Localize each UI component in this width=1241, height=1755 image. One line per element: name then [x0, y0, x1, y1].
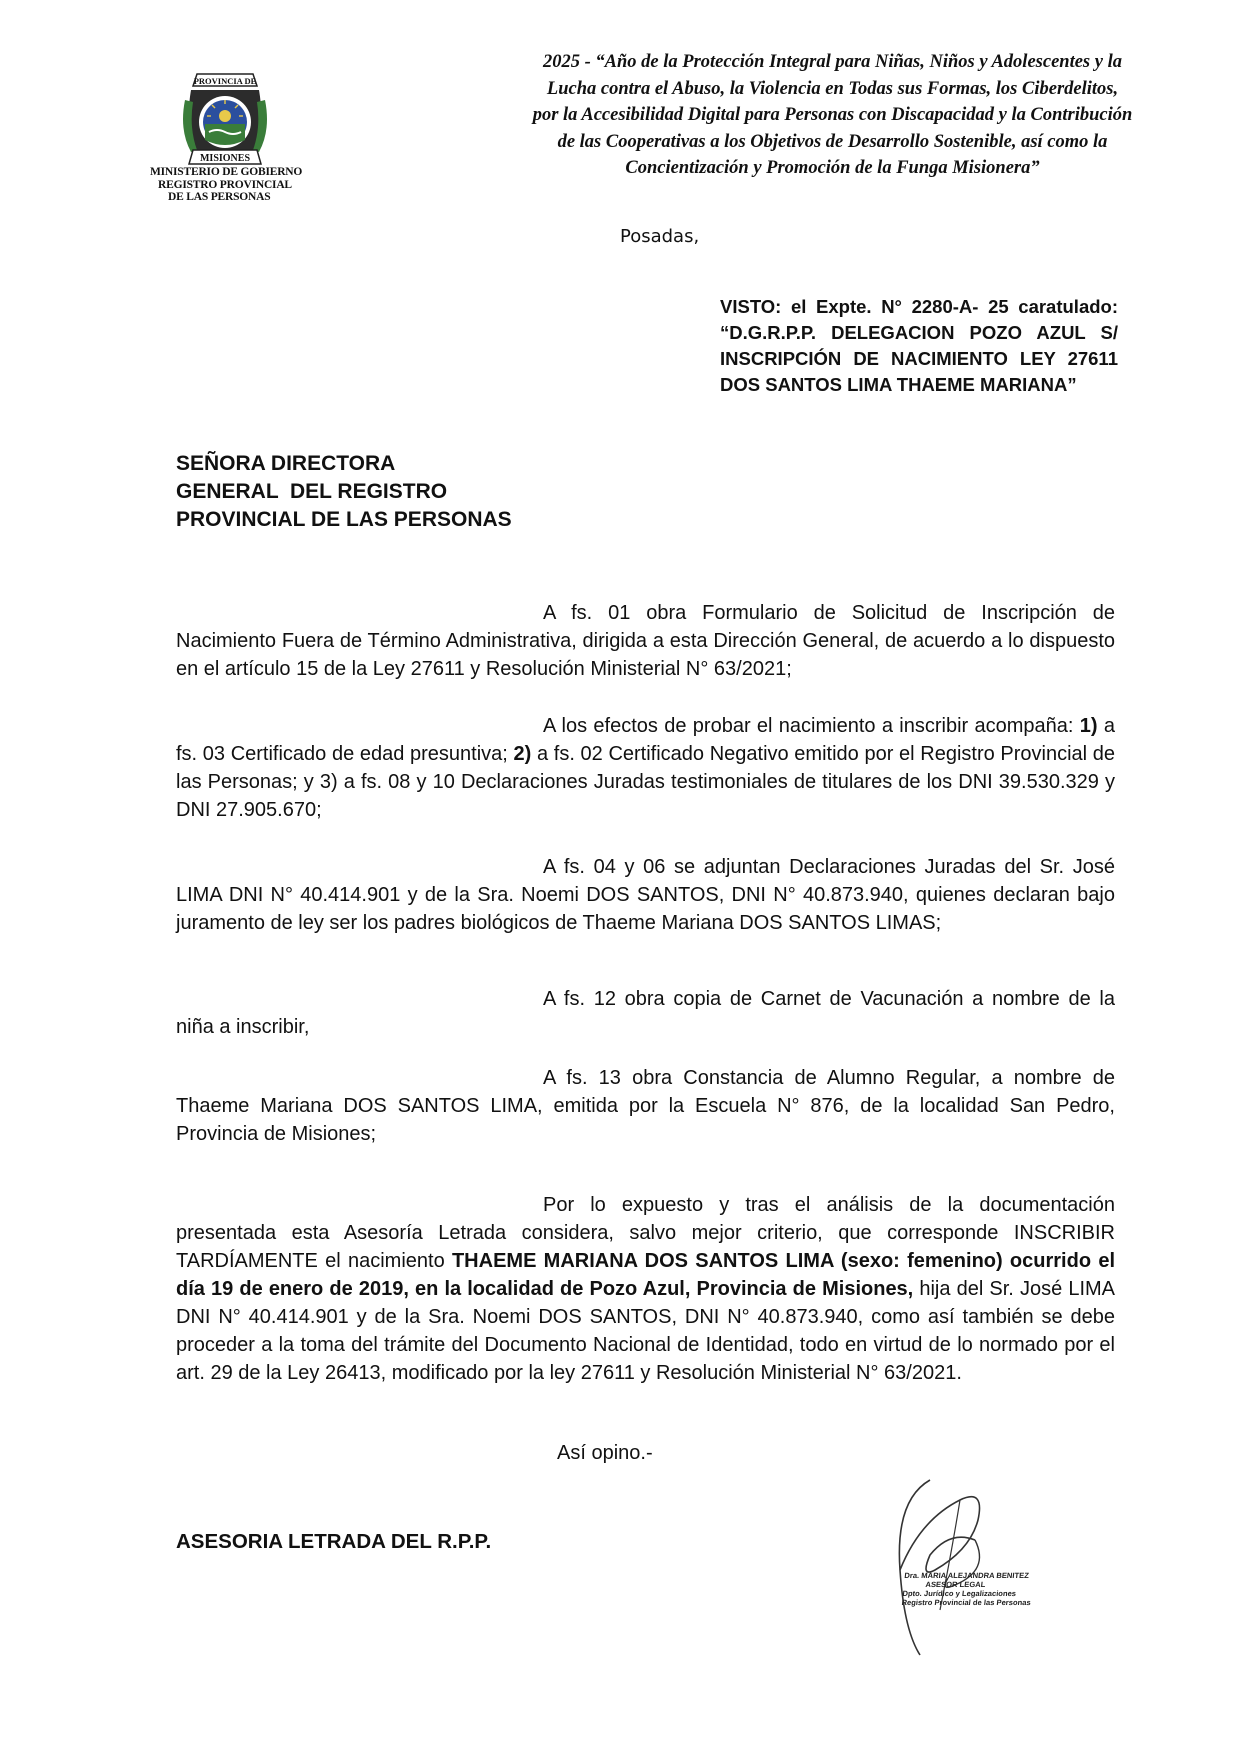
- addressee-line-3: PROVINCIAL DE LAS PERSONAS: [176, 508, 512, 531]
- paragraph-2: [176, 712, 1115, 824]
- addressee-line-1: SEÑORA DIRECTORA: [176, 452, 396, 475]
- year-motto: [480, 49, 1185, 182]
- paragraph-1: A fs. 01 obra Formulario de Solicitud de Inscripción de Nacimiento Fuera de Término Administrativa, dirigida a esta Dirección General, de acuerdo a lo dispuesto en el artículo 15 de la Ley 27611 y Resolución Ministerial N° 63/2021;: [176, 602, 1115, 680]
- handwritten-signature: [860, 1460, 1150, 1660]
- p2-bold-2: 2): [513, 743, 532, 765]
- motto-line-1: 2025 - “Año de la Protección Integral para Niñas, Niños y Adolescentes y la: [543, 52, 1122, 72]
- paragraph-4: A fs. 12 obra copia de Carnet de Vacunación a nombre de la niña a inscribir,: [176, 988, 1115, 1038]
- seal-text-bottom: MISIONES: [199, 153, 251, 164]
- visto-block: VISTO: el Expte. N° 2280-A- 25 caratulado: “D.G.R.P.P. DELEGACION POZO AZUL S/ INSCRIPCIÓN DE NACIMIENTO LEY 27611 DOS SANTOS LIMA THAEME MARIANA”: [720, 296, 1118, 395]
- p6-text-2: hija del Sr. José LIMA DNI N° 40.414.901 y de la Sra. Noemi DOS SANTOS, DNI N° 40.873.940, como así también se debe proceder a la toma del trámite del Documento Nacional de Identidad, todo en virtud de lo normado por el art. 29 de la Ley 26413, modificado por la ley 27611 y Resolución Ministerial N° 63/2021.: [176, 1278, 1116, 1384]
- motto-line-3: por la Accesibilidad Digital para Personas con Discapacidad y la Contribución: [532, 105, 1133, 125]
- paragraph-3: A fs. 04 y 06 se adjuntan Declaraciones Juradas del Sr. José LIMA DNI N° 40.414.901 y de la Sra. Noemi DOS SANTOS, DNI N° 40.873.940, quienes declaran bajo juramento de ley ser los padres biológicos de Thaeme Mariana DOS SANTOS LIMAS;: [176, 856, 1115, 934]
- province-seal: [175, 70, 275, 170]
- p6-text-1: Por lo expuesto y tras el análisis de la documentación presentada esta Asesoría Letrada considera, salvo mejor criterio, que corresponde INSCRIBIR TARDÍAMENTE el nacimiento: [176, 1194, 1115, 1272]
- p2-bold-1: 1): [1079, 715, 1098, 737]
- signature-stamp: [901, 1571, 1055, 1607]
- p2-text-2: a fs. 03 Certificado de edad presuntiva;: [176, 715, 1116, 765]
- motto-line-5: Concientización y Promoción de la Funga Misionera”: [625, 158, 1040, 178]
- motto-line-2: Lucha contra el Abuso, la Violencia en Todas sus Formas, los Ciberdelitos,: [546, 78, 1119, 99]
- ministry-line-3: DE LAS PERSONAS: [168, 191, 271, 203]
- addressee: [176, 450, 512, 534]
- ministry-line-2: REGISTRO PROVINCIAL: [158, 178, 292, 191]
- closing-remark: Así opino.-: [557, 1442, 653, 1464]
- signoff: ASESORIA LETRADA DEL R.P.P.: [176, 1530, 492, 1553]
- seal-text-top: PROVINCIA DE: [193, 76, 257, 86]
- place-date: Posadas,: [620, 226, 700, 247]
- stamp-line-2: ASESOR LEGAL: [925, 1580, 986, 1589]
- stamp-line-4: Registro Provincial de las Personas: [901, 1598, 1032, 1607]
- stamp-line-1: Dra. MARIA ALEJANDRA BENITEZ: [903, 1571, 1030, 1580]
- paragraph-5: A fs. 13 obra Constancia de Alumno Regular, a nombre de Thaeme Mariana DOS SANTOS LIMA, emitida por la Escuela N° 876, de la localidad San Pedro, Provincia de Misiones;: [176, 1067, 1115, 1145]
- ministry-line-1: MINISTERIO DE GOBIERNO: [150, 166, 303, 178]
- motto-line-4: de las Cooperativas a los Objetivos de Desarrollo Sostenible, así como la: [557, 131, 1108, 152]
- paragraph-6: [176, 1191, 1115, 1387]
- p2-text-3: a fs. 02 Certificado Negativo emitido por el Registro Provincial de las Personas; y 3) a fs. 08 y 10 Declaraciones Juradas testimoniales de titulares de los DNI 39.530.329 y DNI 27.905.670;: [176, 743, 1115, 821]
- stamp-line-3: Dpto. Jurídico y Legalizaciones: [902, 1589, 1017, 1598]
- addressee-line-2: GENERAL DEL REGISTRO: [176, 480, 448, 503]
- p6-bold-1: THAEME MARIANA DOS SANTOS LIMA (sexo: femenino) ocurrido el día 19 de enero de 2019, en la localidad de Pozo Azul, Provincia de Misiones,: [176, 1250, 1116, 1300]
- ministry-heading: [150, 166, 340, 204]
- p2-text-1: A los efectos de probar el nacimiento a inscribir acompaña:: [543, 715, 1080, 737]
